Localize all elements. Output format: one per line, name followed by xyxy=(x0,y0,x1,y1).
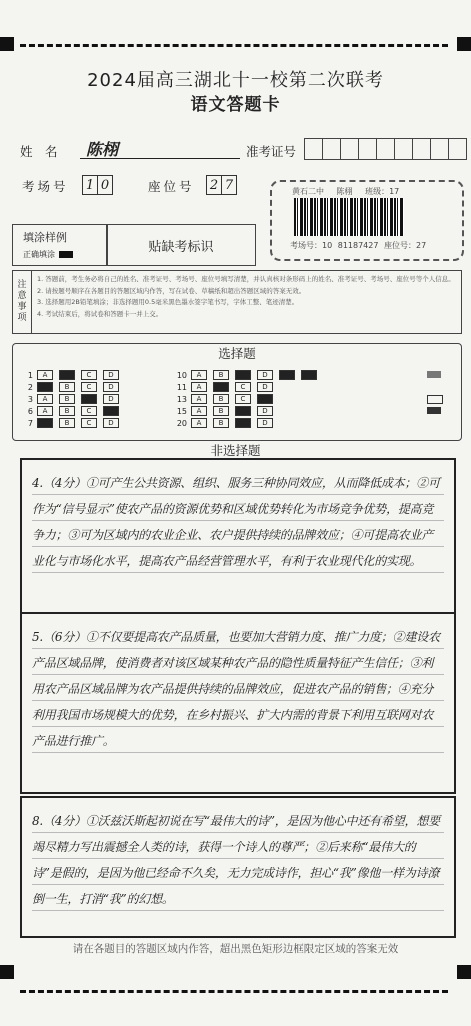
barcode-school: 黄石二中 xyxy=(292,187,324,196)
option-c[interactable]: C xyxy=(81,406,97,416)
option-b[interactable]: B xyxy=(213,382,229,392)
option-c[interactable]: C xyxy=(81,394,97,404)
option-d[interactable]: D xyxy=(257,418,273,428)
room-number-boxes[interactable] xyxy=(82,175,112,195)
option-d[interactable]: D xyxy=(103,406,119,416)
option-a[interactable]: A xyxy=(37,406,53,416)
choice-section xyxy=(12,343,462,441)
option-b[interactable]: B xyxy=(59,418,75,428)
fill-sample-correct: 正确填涂 xyxy=(23,250,55,259)
barcode-seat: 座位号：27 xyxy=(384,241,427,250)
choice-mark-right xyxy=(427,395,443,404)
exam-title: 2024届高三湖北十一校第二次联考 xyxy=(87,70,384,91)
choice-row[interactable]: 1 A B C D xyxy=(19,370,125,380)
choice-row[interactable]: 10 A B C D E F xyxy=(173,370,323,380)
option-b[interactable]: B xyxy=(59,406,75,416)
corner-marker-bottom-right xyxy=(457,965,471,979)
name-value: 陈栩 xyxy=(86,140,119,159)
option-c[interactable]: C xyxy=(235,370,251,380)
option-d[interactable]: D xyxy=(257,382,273,392)
fill-sample-box xyxy=(12,224,108,266)
option-b[interactable]: B xyxy=(213,394,229,404)
exam-number-boxes[interactable] xyxy=(304,138,466,160)
choice-row[interactable]: 3 A B C D xyxy=(19,394,125,404)
notes-list xyxy=(37,274,457,320)
choice-row[interactable]: 2 A B C D xyxy=(19,382,125,392)
absent-mark-box[interactable] xyxy=(106,224,256,266)
bottom-dashed-line xyxy=(20,990,448,993)
barcode-name: 陈栩 xyxy=(336,187,353,196)
option-d[interactable]: D xyxy=(257,406,273,416)
option-a[interactable]: A xyxy=(37,382,53,392)
nonchoice-section-title: 非选择题 xyxy=(210,443,261,458)
answer-box-q4[interactable] xyxy=(20,458,456,614)
option-d[interactable]: D xyxy=(103,382,119,392)
absent-mark-label: 贴缺考标识 xyxy=(148,240,214,255)
option-b[interactable]: B xyxy=(59,382,75,392)
choice-row[interactable]: 15 A B C D xyxy=(173,406,279,416)
answer-text-q8: 8.（4分）①沃兹沃斯起初说在写“最伟大的诗”，是因为他心中还有希望，想要竭尽精力写出震撼全人类的诗，获得一个诗人的尊严；②后来称“最伟大的诗”是假的，是因为他已经命不久矣，无力完成诗作，担心“我”像他一样为诗潦倒一生，打消“我”的幻想。 xyxy=(32,814,440,906)
note-item: 3. 选择题用2B铅笔填涂；非选择题用0.5毫米黑色墨水签字笔书写，字体工整、笔迹清楚。 xyxy=(37,298,299,306)
fill-sample-row xyxy=(23,249,73,260)
corner-marker-top-left xyxy=(0,37,14,51)
answer-box-q5[interactable] xyxy=(20,612,456,794)
barcode-header xyxy=(292,186,457,197)
choice-section-title: 选择题 xyxy=(218,346,256,361)
exam-digit-box[interactable] xyxy=(340,138,359,160)
answer-text-q4: 4.（4分）①可产生公共资源、组织、服务三种协同效应，从而降低成本；②可作为“信号显示”使农产品的资源优势和区域优势转化为市场竞争优势，提高竞争力；③可为区域内的农业企业、农户提供持续的品牌效应；④可提高农业产业化与市场化水平，提高农产品经营管理水平，有利于农业现代化的实现。 xyxy=(32,476,440,568)
corner-marker-top-right xyxy=(457,37,471,51)
exam-digit-box[interactable] xyxy=(376,138,395,160)
option-b[interactable]: B xyxy=(59,370,75,380)
option-f[interactable]: F xyxy=(301,370,317,380)
option-c[interactable]: C xyxy=(81,382,97,392)
name-field[interactable] xyxy=(80,140,240,159)
room-digit: 0 xyxy=(97,175,113,195)
room-digit: 1 xyxy=(82,175,98,195)
room-label: 考场号 xyxy=(22,179,69,194)
option-d[interactable]: D xyxy=(257,370,273,380)
notes-side-label: 注 意 事 项 xyxy=(13,271,32,333)
barcode-number: 81187427 xyxy=(337,241,379,250)
barcode-icon xyxy=(294,198,404,236)
barcode-footer xyxy=(290,240,426,251)
option-a[interactable]: A xyxy=(191,370,207,380)
exam-digit-box[interactable] xyxy=(394,138,413,160)
exam-digit-box[interactable] xyxy=(448,138,467,160)
option-a[interactable]: A xyxy=(191,382,207,392)
note-item: 2. 请按题号顺序在各题目的答题区域内作答，写在试卷、草稿纸和超出答题区域的答案无效。 xyxy=(37,286,306,295)
choice-mark-right xyxy=(427,407,441,414)
option-a[interactable]: A xyxy=(37,418,53,428)
option-c[interactable]: C xyxy=(235,406,251,416)
choice-row[interactable]: 7 A B C D xyxy=(19,418,125,428)
notes-box xyxy=(12,270,462,334)
option-d[interactable]: D xyxy=(103,370,119,380)
option-a[interactable]: A xyxy=(37,370,53,380)
exam-digit-box[interactable] xyxy=(322,138,341,160)
option-b[interactable]: B xyxy=(213,418,229,428)
exam-digit-box[interactable] xyxy=(412,138,431,160)
choice-mark-right xyxy=(427,371,441,378)
seat-digit: 7 xyxy=(221,175,237,195)
fill-sample-title: 填涂样例 xyxy=(23,231,67,244)
exam-digit-box[interactable] xyxy=(358,138,377,160)
filled-mark-icon xyxy=(59,251,73,258)
option-c[interactable]: C xyxy=(235,418,251,428)
note-item: 4. 考试结束后，将试卷和答题卡一并上交。 xyxy=(37,309,163,318)
barcode-class: 班级：17 xyxy=(365,187,400,196)
seat-digit: 2 xyxy=(206,175,222,195)
choice-row[interactable]: 11 A B C D xyxy=(173,382,279,392)
barcode-room: 考场号：10 xyxy=(290,241,333,250)
option-c[interactable]: C xyxy=(235,382,251,392)
barcode-sticker xyxy=(270,180,464,261)
option-c[interactable]: C xyxy=(81,418,97,428)
footer-warning: 请在各题目的答题区域内作答，超出黑色矩形边框限定区域的答案无效 xyxy=(72,943,399,955)
option-d[interactable]: D xyxy=(103,418,119,428)
option-a[interactable]: A xyxy=(191,418,207,428)
option-d[interactable]: D xyxy=(103,394,119,404)
choice-row[interactable]: 20 A B C D xyxy=(173,418,279,428)
choice-row[interactable]: 13 A B C D xyxy=(173,394,279,404)
option-a[interactable]: A xyxy=(191,406,207,416)
answer-box-q8[interactable] xyxy=(20,796,456,938)
top-dashed-line xyxy=(20,44,448,47)
seat-number-boxes[interactable] xyxy=(206,175,236,195)
note-item: 1. 答题前，考生务必将自己的姓名、准考证号、考场号、座位号填写清楚，并认真核对条形码上的姓名、准考证号、考场号、座位号等个人信息。 xyxy=(37,275,455,283)
choice-row[interactable]: 6 A B C D xyxy=(19,406,125,416)
option-c[interactable]: C xyxy=(235,394,251,404)
option-a[interactable]: A xyxy=(37,394,53,404)
option-b[interactable]: B xyxy=(213,406,229,416)
corner-marker-bottom-left xyxy=(0,965,14,979)
exam-digit-box[interactable] xyxy=(304,138,323,160)
answer-sheet-title: 语文答题卡 xyxy=(190,95,281,115)
exam-digit-box[interactable] xyxy=(430,138,449,160)
option-e[interactable]: E xyxy=(279,370,295,380)
option-a[interactable]: A xyxy=(191,394,207,404)
name-label: 姓 名 xyxy=(20,144,58,159)
seat-label: 座位号 xyxy=(148,179,195,194)
option-d[interactable]: D xyxy=(257,394,273,404)
option-b[interactable]: B xyxy=(59,394,75,404)
option-c[interactable]: C xyxy=(81,370,97,380)
exam-number-label: 准考证号 xyxy=(246,144,297,159)
option-b[interactable]: B xyxy=(213,370,229,380)
answer-text-q5: 5.（6分）①不仅要提高农产品质量，也要加大营销力度、推广力度；②建设农产品区域品牌，使消费者对该区域某种农产品的隐性质量特征产生信任；③利用农产品区域品牌为农产品提供持续的品牌效应，促进农产品的销售；④充分利用我国市场规模大的优势，在乡村振兴、扩大内需的背景下利用互联网对农产品进行推广。 xyxy=(32,630,440,748)
